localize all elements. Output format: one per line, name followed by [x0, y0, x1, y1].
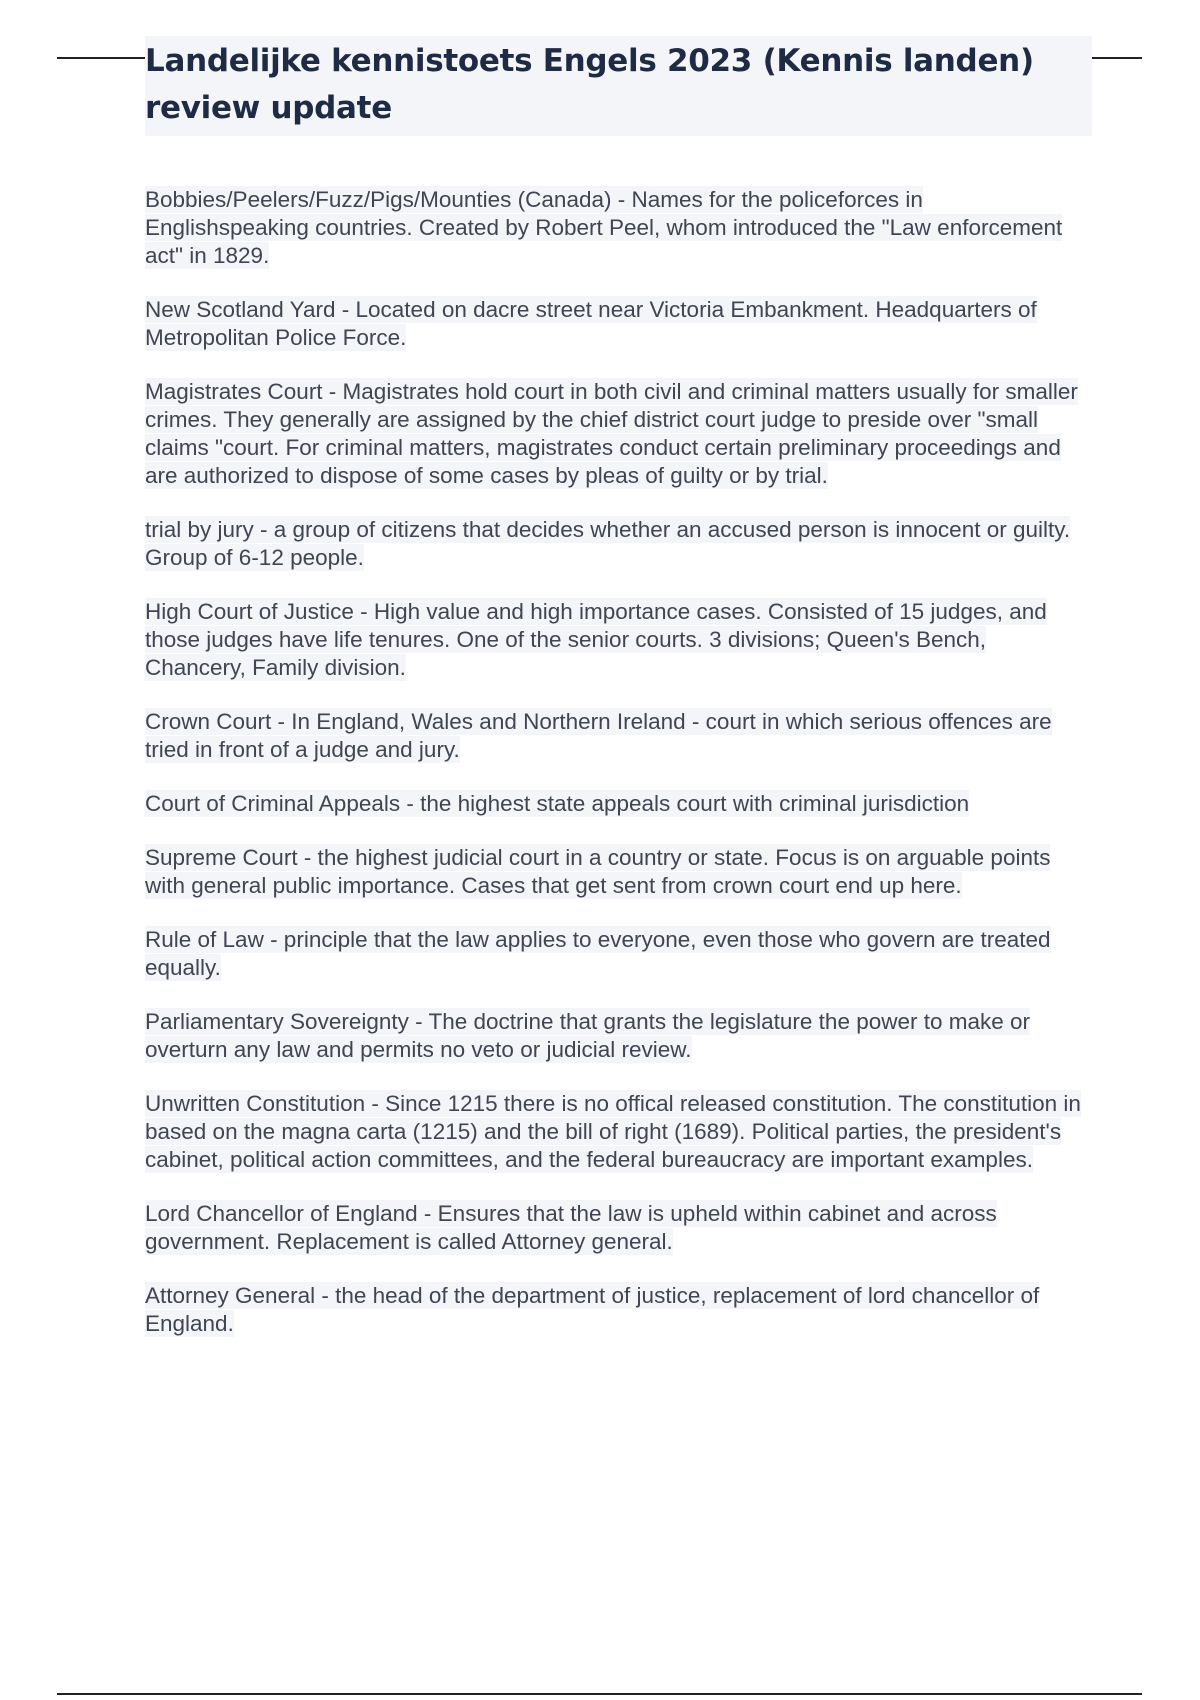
entry-supreme-court [145, 844, 1085, 900]
entry-bobbies [145, 186, 1085, 270]
entry-magistrates-court [145, 378, 1085, 490]
entry-trial-by-jury [145, 516, 1085, 572]
entry-high-court [145, 598, 1085, 682]
entry-text: Rule of Law - principle that the law applies to everyone, even those who govern are treated equally. [145, 927, 1051, 980]
entry-lord-chancellor [145, 1200, 1085, 1256]
entry-court-of-criminal-appeals [145, 790, 1085, 818]
footer-rule [57, 1693, 1142, 1695]
entry-rule-of-law [145, 926, 1085, 982]
entry-text: Lord Chancellor of England - Ensures that the law is upheld within cabinet and across government. Replacement is called Attorney general. [145, 1201, 997, 1254]
entry-text: trial by jury - a group of citizens that decides whether an accused person is innocent or guilty. Group of 6-12 people. [145, 517, 1071, 570]
entry-text: High Court of Justice - High value and high importance cases. Consisted of 15 judges, and those judges have life tenures. One of the senior courts. 3 divisions; Queen's Bench, Chancery, Family division. [145, 599, 1047, 680]
entry-new-scotland-yard [145, 296, 1085, 352]
entry-text: Bobbies/Peelers/Fuzz/Pigs/Mounties (Canada) - Names for the policeforces in Englishspeaking countries. Created by Robert Peel, whom introduced the "Law enforcement act" in 1829. [145, 187, 1063, 268]
entry-unwritten-constitution [145, 1090, 1085, 1174]
entry-text: Supreme Court - the highest judicial court in a country or state. Focus is on arguable points with general public importance. Cases that get sent from crown court end up here. [145, 845, 1051, 898]
entry-text: Magistrates Court - Magistrates hold court in both civil and criminal matters usually for smaller crimes. They generally are assigned by the chief district court judge to preside over "small claims "court. For criminal matters, magistrates conduct certain preliminary proceedings and are authorized to dispose of some cases by pleas of guilty or by trial. [145, 379, 1078, 488]
entry-list [145, 186, 1085, 1364]
entry-text: Court of Criminal Appeals - the highest state appeals court with criminal jurisdiction [145, 791, 970, 816]
header-rule-left [57, 57, 145, 59]
entry-text: Parliamentary Sovereignty - The doctrine that grants the legislature the power to make or overturn any law and permits no veto or judicial review. [145, 1009, 1031, 1062]
header-rule-right [1092, 57, 1142, 59]
entry-text: Unwritten Constitution - Since 1215 there is no offical released constitution. The constitution in based on the magna carta (1215) and the bill of right (1689). Political parties, the president's cabinet, political action committees, and the federal bureaucracy are important examples. [145, 1091, 1081, 1172]
entry-text: Crown Court - In England, Wales and Northern Ireland - court in which serious offences are tried in front of a judge and jury. [145, 709, 1052, 762]
entry-crown-court [145, 708, 1085, 764]
entry-attorney-general [145, 1282, 1085, 1338]
entry-text: Attorney General - the head of the department of justice, replacement of lord chancellor of England. [145, 1283, 1040, 1336]
entry-parliamentary-sovereignty [145, 1008, 1085, 1064]
document-title: Landelijke kennistoets Engels 2023 (Kennis landen) review update [145, 43, 1034, 126]
entry-text: New Scotland Yard - Located on dacre street near Victoria Embankment. Headquarters of Metropolitan Police Force. [145, 297, 1037, 350]
